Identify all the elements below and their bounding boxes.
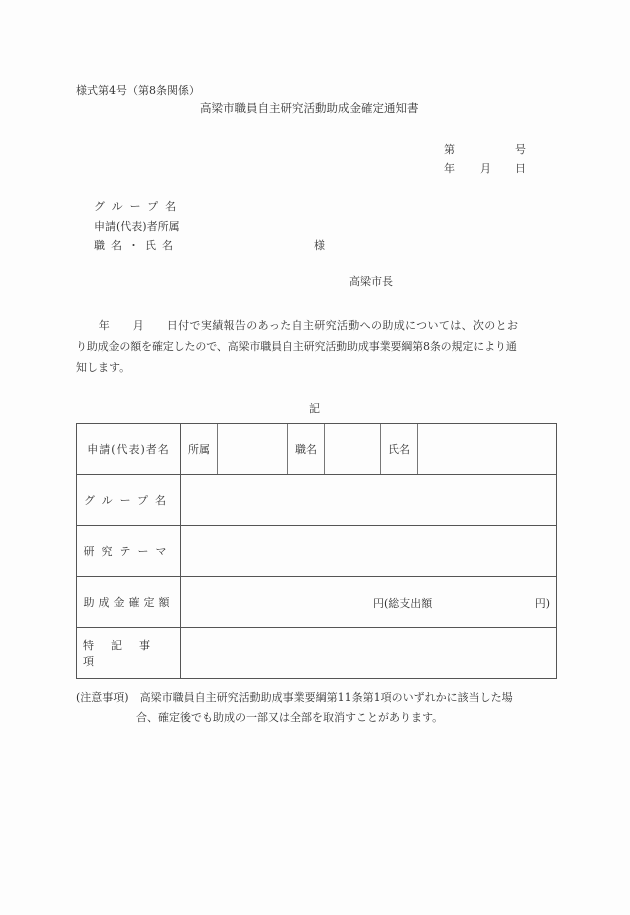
group-name-label: グループ名 <box>94 200 184 213</box>
sama-label: 様 <box>314 239 325 252</box>
grant-amount-label: 助成金確定額 <box>77 577 181 628</box>
year-label: 年 <box>444 162 455 175</box>
table-row-amount <box>77 577 557 628</box>
remarks-label: 特記事項 <box>77 628 181 679</box>
dai-label: 第 <box>444 143 455 156</box>
group-name-row-label: グループ名 <box>77 475 181 526</box>
body-text <box>76 315 552 378</box>
body-line-1: 年 月 日付で実績報告のあった自主研究活動への助成については、次のとお <box>76 319 519 332</box>
month-label: 月 <box>480 162 491 175</box>
title-name-label: 職名・氏名 <box>94 239 179 252</box>
affiliation-label: 所属 <box>181 424 218 474</box>
form-number: 様式第4号（第8条関係） <box>76 84 200 97</box>
yen-close-label: 円) <box>534 597 550 610</box>
details-table <box>76 423 557 679</box>
table-row-theme <box>77 526 557 577</box>
grant-amount-field[interactable] <box>181 577 556 627</box>
position-field[interactable] <box>325 424 381 474</box>
name-label: 氏名 <box>381 424 418 474</box>
affiliation-field[interactable] <box>218 424 288 474</box>
yen-total-label: 円(総支出額 <box>373 597 433 610</box>
table-row-applicant <box>77 424 557 475</box>
day-label: 日 <box>515 162 526 175</box>
applicant-name-label: 申請(代表)者名 <box>77 424 181 475</box>
document-title: 高梁市職員自主研究活動助成金確定通知書 <box>200 101 419 115</box>
note-line-2: 合、確定後でも助成の一部又は全部を取消すことがあります。 <box>136 711 444 724</box>
body-line-2: り助成金の額を確定したので、高梁市職員自主研究活動助成事業要綱第8条の規定により通 <box>76 340 517 353</box>
table-row-remarks <box>77 628 557 679</box>
go-label: 号 <box>515 143 526 156</box>
note-line-1: (注意事項) 高梁市職員自主研究活動助成事業要綱第11条第1項のいずれかに該当した場 <box>76 691 513 704</box>
issuer: 高梁市長 <box>349 275 393 288</box>
remarks-field[interactable] <box>181 628 557 679</box>
position-label: 職名 <box>288 424 325 474</box>
table-row-group <box>77 475 557 526</box>
research-theme-field[interactable] <box>181 526 557 577</box>
name-field[interactable] <box>418 424 556 474</box>
research-theme-label: 研究テーマ <box>77 526 181 577</box>
body-line-3: 知します。 <box>76 361 131 374</box>
ki-heading: 記 <box>309 402 320 415</box>
group-name-field[interactable] <box>181 475 557 526</box>
applicant-affiliation-label: 申請(代表)者所属 <box>94 220 180 233</box>
